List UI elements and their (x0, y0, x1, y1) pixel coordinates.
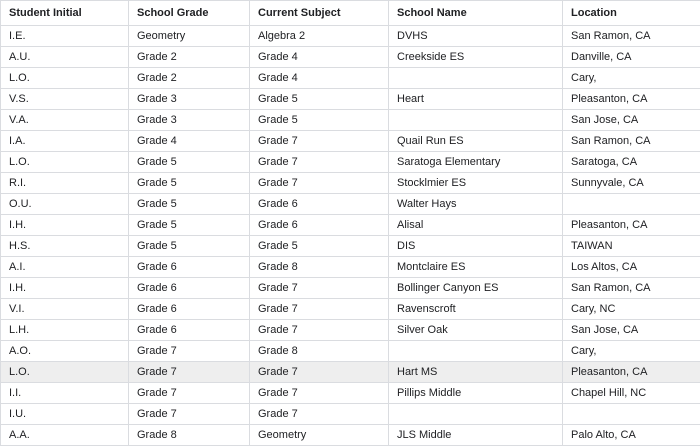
cell-school-name[interactable]: Heart (389, 89, 563, 110)
cell-location[interactable]: Los Altos, CA (563, 257, 700, 278)
cell-location[interactable]: Cary, (563, 341, 700, 362)
cell-location[interactable] (563, 194, 700, 215)
table-row (1, 131, 700, 152)
cell-student-initial[interactable]: A.I. (1, 257, 129, 278)
cell-school-name[interactable]: JLS Middle (389, 425, 563, 446)
cell-school-name[interactable] (389, 404, 563, 425)
cell-school-name[interactable] (389, 341, 563, 362)
cell-current-subject[interactable]: Grade 4 (250, 68, 389, 89)
cell-current-subject[interactable]: Grade 7 (250, 278, 389, 299)
cell-location[interactable]: Danville, CA (563, 47, 700, 68)
cell-student-initial[interactable]: I.E. (1, 26, 129, 47)
cell-school-grade[interactable]: Grade 5 (129, 173, 250, 194)
cell-current-subject[interactable]: Grade 7 (250, 383, 389, 404)
cell-student-initial[interactable]: L.H. (1, 320, 129, 341)
cell-school-grade[interactable]: Grade 7 (129, 362, 250, 383)
cell-location[interactable]: Pleasanton, CA (563, 215, 700, 236)
cell-student-initial[interactable]: L.O. (1, 68, 129, 89)
cell-current-subject[interactable]: Grade 8 (250, 341, 389, 362)
table-header-row (1, 1, 700, 26)
cell-school-name[interactable] (389, 68, 563, 89)
cell-school-grade[interactable]: Grade 6 (129, 299, 250, 320)
header-school-name[interactable]: School Name (389, 1, 563, 26)
cell-current-subject[interactable]: Grade 7 (250, 404, 389, 425)
cell-school-grade[interactable]: Grade 5 (129, 215, 250, 236)
cell-current-subject[interactable]: Grade 6 (250, 215, 389, 236)
table-row (1, 320, 700, 341)
cell-student-initial[interactable]: I.H. (1, 215, 129, 236)
cell-student-initial[interactable]: I.H. (1, 278, 129, 299)
cell-school-name[interactable]: DVHS (389, 26, 563, 47)
cell-student-initial[interactable]: O.U. (1, 194, 129, 215)
cell-location[interactable]: Saratoga, CA (563, 152, 700, 173)
cell-location[interactable]: Palo Alto, CA (563, 425, 700, 446)
table-row (1, 404, 700, 425)
cell-current-subject[interactable]: Geometry (250, 425, 389, 446)
cell-current-subject[interactable]: Grade 7 (250, 362, 389, 383)
header-location[interactable]: Location (563, 1, 700, 26)
cell-school-grade[interactable]: Grade 8 (129, 425, 250, 446)
cell-current-subject[interactable]: Grade 7 (250, 299, 389, 320)
header-student-initial[interactable]: Student Initial (1, 1, 129, 26)
cell-school-grade[interactable]: Grade 6 (129, 257, 250, 278)
cell-student-initial[interactable]: I.A. (1, 131, 129, 152)
cell-student-initial[interactable]: A.U. (1, 47, 129, 68)
cell-school-grade[interactable]: Geometry (129, 26, 250, 47)
cell-location[interactable]: San Ramon, CA (563, 26, 700, 47)
cell-school-grade[interactable]: Grade 6 (129, 320, 250, 341)
table-row (1, 278, 700, 299)
cell-student-initial[interactable]: A.A. (1, 425, 129, 446)
table-row (1, 194, 700, 215)
table-row (1, 257, 700, 278)
table-row (1, 362, 700, 383)
cell-current-subject[interactable]: Grade 7 (250, 173, 389, 194)
cell-school-name[interactable]: DIS (389, 236, 563, 257)
table-row (1, 152, 700, 173)
table-row (1, 383, 700, 404)
table-row (1, 299, 700, 320)
table-row (1, 215, 700, 236)
cell-current-subject[interactable]: Grade 5 (250, 89, 389, 110)
cell-school-grade[interactable]: Grade 5 (129, 152, 250, 173)
cell-school-name[interactable]: Silver Oak (389, 320, 563, 341)
cell-location[interactable]: San Ramon, CA (563, 131, 700, 152)
table-row (1, 425, 700, 446)
cell-location[interactable]: TAIWAN (563, 236, 700, 257)
cell-school-grade[interactable]: Grade 4 (129, 131, 250, 152)
cell-location[interactable]: Chapel Hill, NC (563, 383, 700, 404)
cell-school-grade[interactable]: Grade 3 (129, 110, 250, 131)
table-row (1, 236, 700, 257)
cell-school-name[interactable]: Hart MS (389, 362, 563, 383)
cell-school-name[interactable]: Montclaire ES (389, 257, 563, 278)
cell-current-subject[interactable]: Grade 7 (250, 152, 389, 173)
cell-current-subject[interactable]: Grade 7 (250, 131, 389, 152)
cell-location[interactable]: San Jose, CA (563, 320, 700, 341)
cell-school-name[interactable] (389, 110, 563, 131)
cell-student-initial[interactable]: V.A. (1, 110, 129, 131)
table-row (1, 68, 700, 89)
cell-current-subject[interactable]: Grade 5 (250, 110, 389, 131)
cell-student-initial[interactable]: V.I. (1, 299, 129, 320)
cell-current-subject[interactable]: Grade 8 (250, 257, 389, 278)
cell-school-name[interactable]: Creekside ES (389, 47, 563, 68)
header-current-subject[interactable]: Current Subject (250, 1, 389, 26)
cell-school-name[interactable]: Bollinger Canyon ES (389, 278, 563, 299)
cell-school-grade[interactable]: Grade 6 (129, 278, 250, 299)
cell-school-grade[interactable]: Grade 3 (129, 89, 250, 110)
cell-student-initial[interactable]: L.O. (1, 362, 129, 383)
cell-student-initial[interactable]: A.O. (1, 341, 129, 362)
cell-location[interactable]: Cary, (563, 68, 700, 89)
cell-school-grade[interactable]: Grade 7 (129, 383, 250, 404)
cell-school-grade[interactable]: Grade 2 (129, 68, 250, 89)
table-row (1, 26, 700, 47)
cell-school-grade[interactable]: Grade 2 (129, 47, 250, 68)
cell-location[interactable]: Sunnyvale, CA (563, 173, 700, 194)
cell-school-grade[interactable]: Grade 5 (129, 194, 250, 215)
cell-current-subject[interactable]: Grade 6 (250, 194, 389, 215)
cell-location[interactable]: San Jose, CA (563, 110, 700, 131)
header-school-grade[interactable]: School Grade (129, 1, 250, 26)
cell-location[interactable]: Pleasanton, CA (563, 362, 700, 383)
cell-school-grade[interactable]: Grade 5 (129, 236, 250, 257)
cell-location[interactable]: Cary, NC (563, 299, 700, 320)
table-row (1, 89, 700, 110)
table-row (1, 110, 700, 131)
cell-location[interactable]: San Ramon, CA (563, 278, 700, 299)
table-row (1, 341, 700, 362)
cell-school-name[interactable]: Alisal (389, 215, 563, 236)
cell-current-subject[interactable]: Algebra 2 (250, 26, 389, 47)
cell-school-name[interactable]: Pillips Middle (389, 383, 563, 404)
table-row (1, 173, 700, 194)
table-row (1, 47, 700, 68)
cell-student-initial[interactable]: I.I. (1, 383, 129, 404)
cell-student-initial[interactable]: V.S. (1, 89, 129, 110)
cell-student-initial[interactable]: R.I. (1, 173, 129, 194)
cell-school-name[interactable]: Stocklmier ES (389, 173, 563, 194)
cell-school-name[interactable]: Ravenscroft (389, 299, 563, 320)
cell-current-subject[interactable]: Grade 4 (250, 47, 389, 68)
cell-school-name[interactable]: Quail Run ES (389, 131, 563, 152)
cell-student-initial[interactable]: L.O. (1, 152, 129, 173)
table-body (1, 26, 700, 446)
cell-school-name[interactable]: Walter Hays (389, 194, 563, 215)
cell-student-initial[interactable]: H.S. (1, 236, 129, 257)
cell-location[interactable]: Pleasanton, CA (563, 89, 700, 110)
cell-current-subject[interactable]: Grade 7 (250, 320, 389, 341)
cell-student-initial[interactable]: I.U. (1, 404, 129, 425)
cell-school-grade[interactable]: Grade 7 (129, 341, 250, 362)
cell-school-name[interactable]: Saratoga Elementary (389, 152, 563, 173)
cell-location[interactable] (563, 404, 700, 425)
cell-school-grade[interactable]: Grade 7 (129, 404, 250, 425)
cell-current-subject[interactable]: Grade 5 (250, 236, 389, 257)
